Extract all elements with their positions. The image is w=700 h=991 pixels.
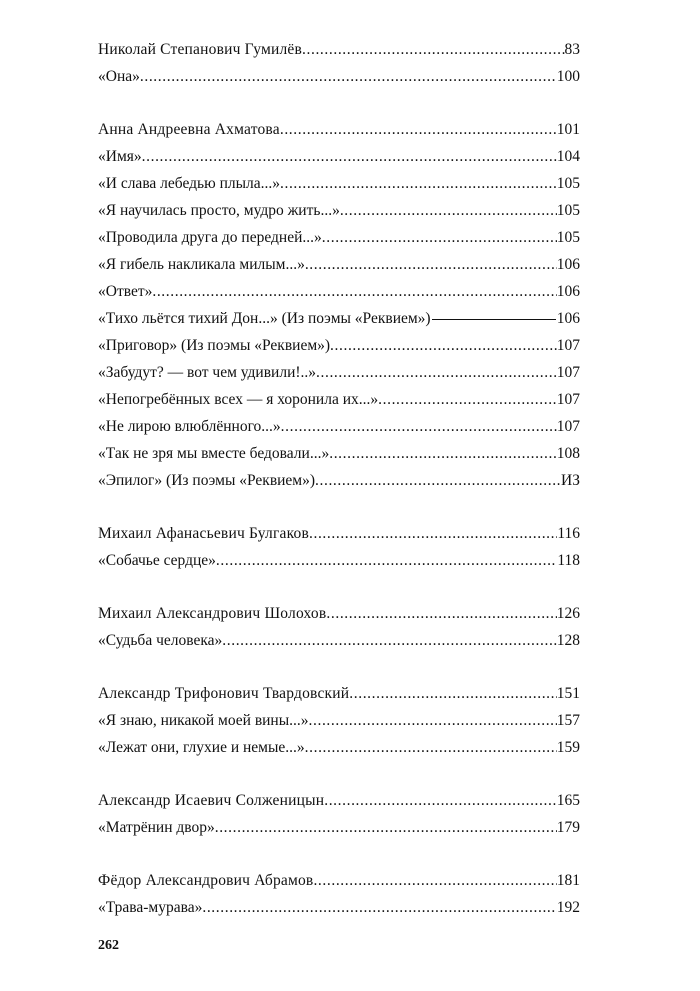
work-title: «Ответ» [98, 283, 153, 300]
toc-work-entry [98, 224, 580, 251]
toc-author-entry [98, 680, 580, 707]
dot-leader [202, 894, 556, 921]
dot-leader [322, 224, 557, 251]
work-title: «Я научилась просто, мудро жить...» [98, 202, 340, 219]
author-name: Николай Степанович Гумилёв [98, 41, 303, 58]
toc-work-entry [98, 386, 580, 413]
dot-leader [215, 814, 557, 841]
author-name: Фёдор Александрович Абрамов [98, 872, 314, 889]
dot-leader [305, 734, 557, 761]
page-ref: 107 [556, 364, 580, 381]
toc-work-entry [98, 278, 580, 305]
toc-author-entry [98, 600, 580, 627]
author-name: Александр Исаевич Солженицын [98, 792, 325, 809]
dot-leader [302, 36, 564, 63]
page-ref: 159 [556, 739, 580, 756]
work-title: «Я гибель накликала милым...» [98, 256, 305, 273]
dot-leader [313, 867, 556, 894]
toc-author-entry [98, 867, 580, 894]
toc-section [98, 867, 580, 921]
dot-leader [309, 707, 557, 734]
page-ref: 105 [556, 175, 580, 192]
author-name: Анна Андреевна Ахматова [98, 121, 280, 138]
dot-leader [142, 143, 557, 170]
page-ref: 107 [556, 337, 580, 354]
page-ref: ИЗ [561, 472, 580, 489]
toc-author-entry [98, 36, 580, 63]
dot-leader [305, 251, 557, 278]
work-title: «Непогребённых всех — я хоронила их...» [98, 391, 379, 408]
toc-work-entry [98, 143, 580, 170]
dot-leader [340, 197, 557, 224]
toc-work-entry [98, 894, 580, 921]
toc-work-entry [98, 440, 580, 467]
dot-leader [152, 278, 556, 305]
dot-leader [378, 386, 557, 413]
page-ref: 106 [556, 310, 580, 327]
work-title: «Лежат они, глухие и немые...» [98, 739, 305, 756]
work-title: «Проводила друга до передней...» [98, 229, 322, 246]
toc-work-entry [98, 467, 580, 494]
dot-leader [309, 520, 557, 547]
dot-leader [324, 787, 557, 814]
work-title: «Трава-мурава» [98, 899, 203, 916]
page-ref: 106 [556, 283, 580, 300]
toc-work-entry [98, 251, 580, 278]
dot-leader [316, 359, 557, 386]
page-ref: 104 [556, 148, 580, 165]
work-title: «Имя» [98, 148, 142, 165]
toc-section [98, 680, 580, 761]
dot-leader [280, 170, 557, 197]
work-title: «Я знаю, никакой моей вины...» [98, 712, 309, 729]
dot-leader [326, 600, 556, 627]
author-name: Александр Трифонович Твардовский [98, 685, 350, 702]
page-ref: 105 [556, 229, 580, 246]
page-ref: 179 [556, 819, 580, 836]
page-ref: 101 [556, 121, 580, 138]
work-title: «И слава лебедью плыла...» [98, 175, 280, 192]
toc-section [98, 600, 580, 654]
dot-leader [349, 680, 556, 707]
page-ref: 107 [556, 418, 580, 435]
toc-work-entry [98, 305, 580, 332]
toc-work-entry [98, 627, 580, 654]
toc-author-entry [98, 116, 580, 143]
toc-author-entry [98, 520, 580, 547]
dot-leader [432, 319, 556, 320]
page-ref: 128 [556, 632, 580, 649]
page-ref: 100 [556, 68, 580, 85]
work-title: «Тихо льётся тихий Дон...» (Из поэмы «Реквием») [98, 310, 431, 327]
page-ref: 83 [564, 41, 580, 58]
toc-work-entry [98, 547, 580, 574]
toc-work-entry [98, 197, 580, 224]
dot-leader [281, 413, 557, 440]
work-title: «Не лирою влюблённого...» [98, 418, 281, 435]
toc-work-entry [98, 170, 580, 197]
toc-section [98, 36, 580, 90]
toc-work-entry [98, 413, 580, 440]
page-ref: 165 [556, 792, 580, 809]
work-title: «Приговор» (Из поэмы «Реквием») [98, 337, 331, 354]
toc-work-entry [98, 734, 580, 761]
toc-work-entry [98, 814, 580, 841]
table-of-contents [98, 36, 580, 947]
toc-section [98, 116, 580, 494]
dot-leader [330, 332, 557, 359]
page-ref: 181 [556, 872, 580, 889]
toc-work-entry [98, 707, 580, 734]
page-number: 262 [98, 938, 119, 953]
work-title: «Забудут? — вот чем удивили!..» [98, 364, 317, 381]
dot-leader [140, 63, 557, 90]
dot-leader [222, 627, 556, 654]
author-name: Михаил Александрович Шолохов [98, 605, 327, 622]
page-ref: 105 [556, 202, 580, 219]
toc-section [98, 520, 580, 574]
toc-work-entry [98, 63, 580, 90]
dot-leader [315, 467, 561, 494]
work-title: «Судьба человека» [98, 632, 223, 649]
work-title: «Эпилог» (Из поэмы «Реквием») [98, 472, 316, 489]
toc-work-entry [98, 359, 580, 386]
toc-section [98, 787, 580, 841]
page-ref: 118 [557, 552, 580, 569]
page-ref: 151 [556, 685, 580, 702]
page-ref: 107 [556, 391, 580, 408]
page-ref: 108 [556, 445, 580, 462]
work-title: «Матрёнин двор» [98, 819, 215, 836]
work-title: «Собачье сердце» [98, 552, 216, 569]
dot-leader [329, 440, 557, 467]
work-title: «Она» [98, 68, 140, 85]
page-ref: 192 [556, 899, 580, 916]
toc-work-entry [98, 332, 580, 359]
page-ref: 106 [556, 256, 580, 273]
page-ref: 116 [557, 525, 580, 542]
dot-leader [280, 116, 557, 143]
page-ref: 157 [556, 712, 580, 729]
dot-leader [216, 547, 557, 574]
author-name: Михаил Афанасьевич Булгаков [98, 525, 309, 542]
work-title: «Так не зря мы вместе бедовали...» [98, 445, 330, 462]
toc-author-entry [98, 787, 580, 814]
page-ref: 126 [556, 605, 580, 622]
